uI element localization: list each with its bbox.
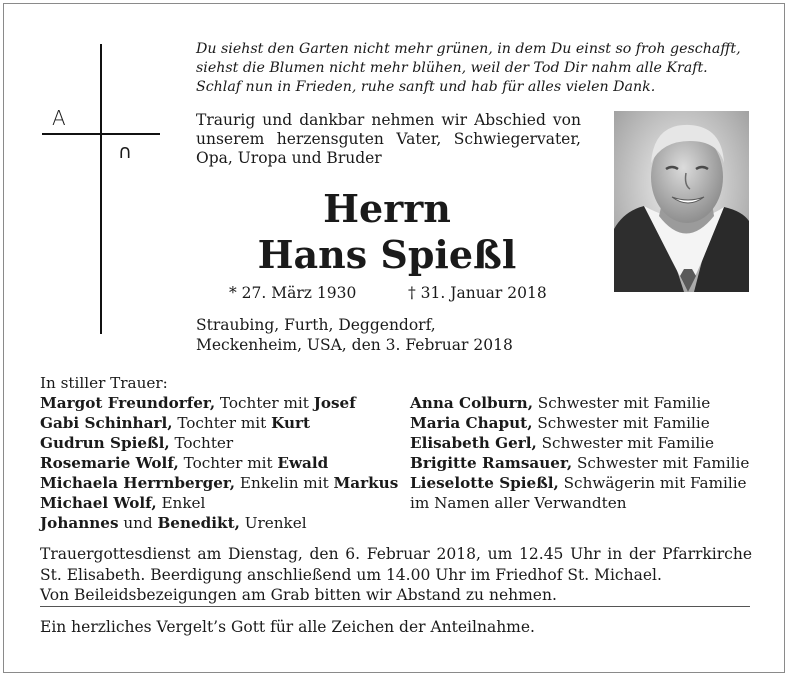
mourner-name: Anna Colburn,	[410, 394, 533, 412]
mourner-relation: Tochter	[169, 434, 234, 452]
mourner-name: Johannes	[40, 514, 119, 532]
mourner-entry	[40, 453, 398, 473]
place-line: Meckenheim, USA, den 3. Februar 2018	[196, 336, 513, 354]
mourner-name: Gudrun Spießl,	[40, 434, 170, 452]
intro-line: Traurig und dankbar nehmen wir Abschied von	[196, 111, 581, 129]
mourner-name: Markus	[333, 474, 399, 492]
mourner-entry	[40, 473, 398, 493]
mourner-relation: Schwägerin mit Familie	[558, 474, 747, 492]
mourner-name: Lieselotte Spießl,	[410, 474, 559, 492]
mourner-relation: und	[118, 514, 158, 532]
mourner-name: Kurt	[271, 414, 311, 432]
mourner-relation: Urenkel	[239, 514, 307, 532]
deceased-name	[196, 186, 578, 278]
cross-horizontal-bar	[42, 133, 160, 135]
alpha-symbol: A	[52, 106, 66, 130]
mourner-relation: Schwester mit Familie	[572, 454, 750, 472]
mourner-name: Elisabeth Gerl,	[410, 434, 537, 452]
title-salutation: Herrn	[323, 186, 451, 231]
mourner-entry	[40, 433, 398, 453]
mourner-relation: Tochter mit	[178, 454, 278, 472]
mourner-entry	[410, 493, 749, 513]
mourner-relation: Schwester mit Familie	[532, 414, 710, 432]
mourner-relation: Tochter mit	[172, 414, 272, 432]
mourner-relation: Enkel	[156, 494, 206, 512]
omega-symbol: ∩	[118, 141, 132, 163]
poem-line: Du siehst den Garten nicht mehr grünen, in dem Du einst so froh geschafft,	[196, 41, 741, 57]
mourner-name: Michaela Herrnberger,	[40, 474, 236, 492]
mourner-entry	[410, 453, 749, 473]
mourner-relation: Schwester mit Familie	[536, 434, 715, 452]
service-line: Trauergottesdienst am Dienstag, den 6. Februar 2018, um 12.45 Uhr in der Pfarrkirche	[40, 545, 752, 563]
mourner-name: Josef	[313, 394, 356, 412]
mourner-entry	[40, 413, 398, 433]
mourners-left-list	[40, 393, 398, 533]
mourner-entry	[410, 433, 749, 453]
service-line: St. Elisabeth. Beerdigung anschließend um 14.00 Uhr im Friedhof St. Michael.	[40, 565, 662, 584]
poem-line: siehst die Blumen nicht mehr blühen, weil der Tod Dir nahm alle Kraft.	[196, 60, 708, 76]
mourners-heading: In stiller Trauer:	[40, 374, 168, 392]
mourner-name: Gabi Schinharl,	[40, 414, 173, 432]
intro-line: Opa, Uropa und Bruder	[196, 149, 382, 167]
mourner-entry	[410, 413, 749, 433]
place-line: Straubing, Furth, Deggendorf,	[196, 316, 436, 334]
service-info	[40, 544, 752, 606]
poem-line: Schlaf nun in Frieden, ruhe sanft und hab für alles vielen Dank.	[196, 79, 656, 95]
condolences-note: Von Beileidsbezeigungen am Grab bitten wir Abstand zu nehmen.	[40, 586, 557, 604]
birth-date: * 27. März 1930	[229, 284, 357, 302]
mourner-entry	[410, 473, 749, 493]
mourner-relation: im Namen aller Verwandten	[410, 494, 627, 512]
cross-vertical-bar	[100, 44, 102, 334]
mourners-left-column	[40, 373, 398, 533]
mourner-relation: Tochter mit	[215, 394, 314, 412]
mourners-right-list	[410, 393, 749, 513]
thanks-note: Ein herzliches Vergelt’s Gott für alle Zeichen der Anteilnahme.	[40, 618, 535, 636]
divider-line	[40, 606, 750, 607]
mourners-right-column	[410, 393, 749, 513]
mourner-name: Benedikt,	[157, 514, 240, 532]
mourner-name: Margot Freundorfer,	[40, 394, 216, 412]
title-name: Hans Spießl	[257, 232, 517, 277]
mourner-name: Brigitte Ramsauer,	[410, 454, 573, 472]
mourner-relation: Schwester mit Familie	[532, 394, 711, 412]
mourner-name: Rosemarie Wolf,	[40, 454, 179, 472]
mourner-name: Michael Wolf,	[40, 494, 157, 512]
mourner-entry	[40, 393, 398, 413]
intro-text	[196, 111, 581, 168]
intro-line: unserem herzensguten Vater, Schwiegervater,	[196, 130, 581, 148]
mourner-name: Maria Chaput,	[410, 414, 533, 432]
death-date: † 31. Januar 2018	[408, 284, 547, 302]
mourner-relation: Enkelin mit	[235, 474, 334, 492]
poem	[196, 40, 756, 97]
place-and-date	[196, 315, 513, 355]
mourner-name: Ewald	[277, 454, 329, 472]
mourner-entry	[40, 513, 398, 533]
portrait-photo	[614, 111, 749, 292]
mourner-entry	[410, 393, 749, 413]
mourner-entry	[40, 493, 398, 513]
